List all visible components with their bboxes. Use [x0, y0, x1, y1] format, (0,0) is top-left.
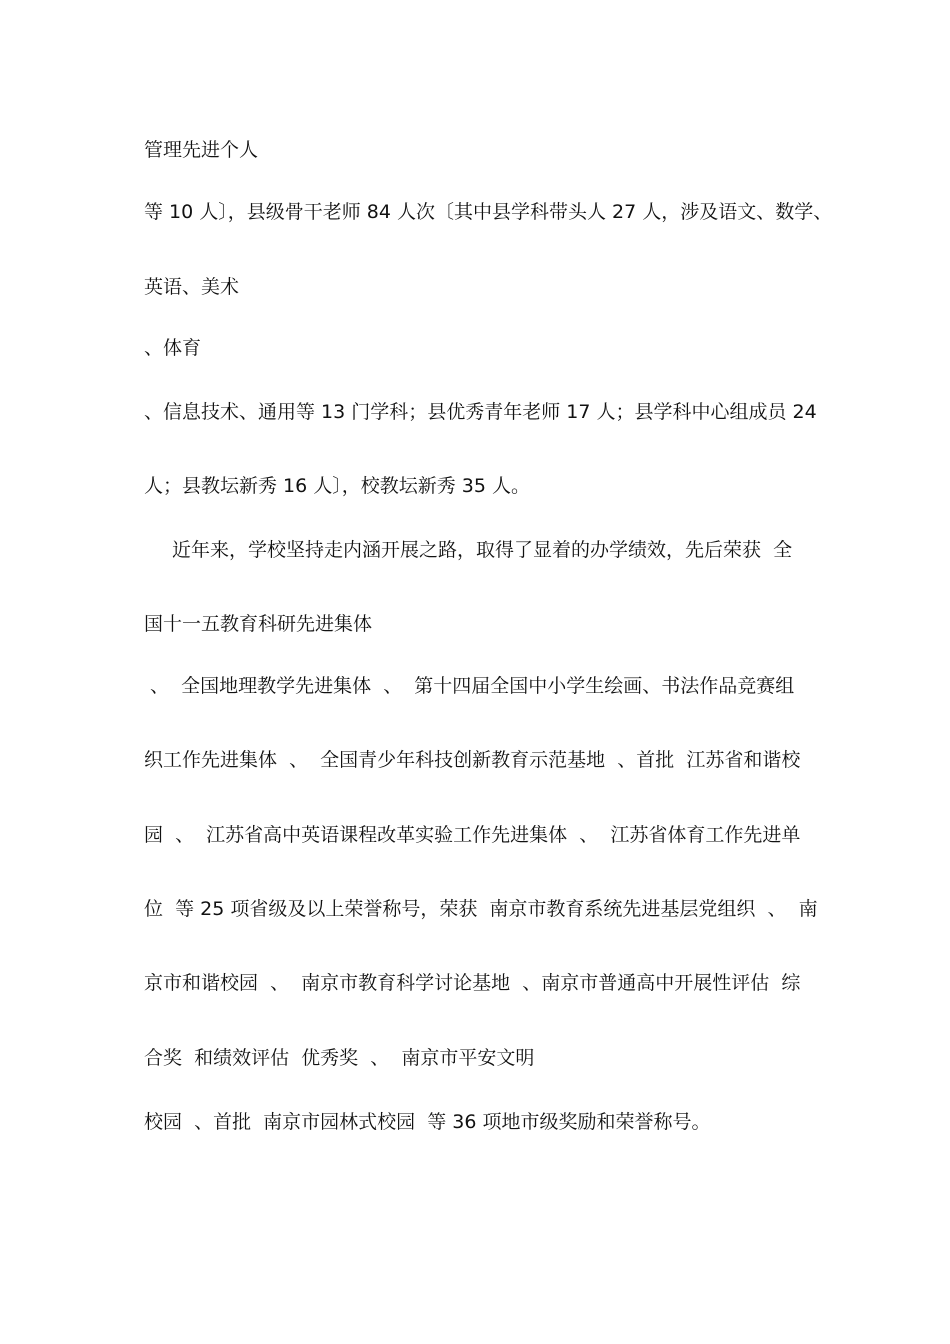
text-line: 校园 、首批 南京市园林式校园 等 36 项地市级奖励和荣誉称号。 — [144, 1111, 711, 1133]
text-line: 位 等 25 项省级及以上荣誉称号，荣获 南京市教育系统先进基层党组织 、 南 — [144, 898, 818, 920]
text-line: 英语、美术 — [144, 276, 240, 298]
text-line: 织工作先进集体 、 全国青少年科技创新教育示范基地 、首批 江苏省和谐校 — [144, 749, 801, 771]
text-line: 园 、 江苏省高中英语课程改革实验工作先进集体 、 江苏省体育工作先进单 — [144, 824, 801, 846]
text-line: 、 全国地理教学先进集体 、 第十四届全国中小学生绘画、书法作品竞赛组 — [144, 675, 795, 697]
text-line: 等 10 人〕，县级骨干老师 84 人次〔其中县学科带头人 27 人，涉及语文、数学、 — [144, 201, 833, 223]
text-line: 、体育 — [144, 337, 202, 359]
text-line: 京市和谐校园 、 南京市教育科学讨论基地 、南京市普通高中开展性评估 综 — [144, 972, 801, 994]
text-line: 管理先进个人 — [144, 139, 259, 161]
text-line: 人；县教坛新秀 16 人〕，校教坛新秀 35 人。 — [144, 475, 531, 497]
text-line: 合奖 和绩效评估 优秀奖 、 南京市平安文明 — [144, 1047, 535, 1069]
paragraph-first-line: 近年来，学校坚持走内涵开展之路，取得了显着的办学绩效，先后荣获 全 — [172, 539, 793, 561]
text-line: 、信息技术、通用等 13 门学科；县优秀青年老师 17 人；县学科中心组成员 24 — [144, 401, 817, 423]
text-line: 国十一五教育科研先进集体 — [144, 613, 373, 635]
